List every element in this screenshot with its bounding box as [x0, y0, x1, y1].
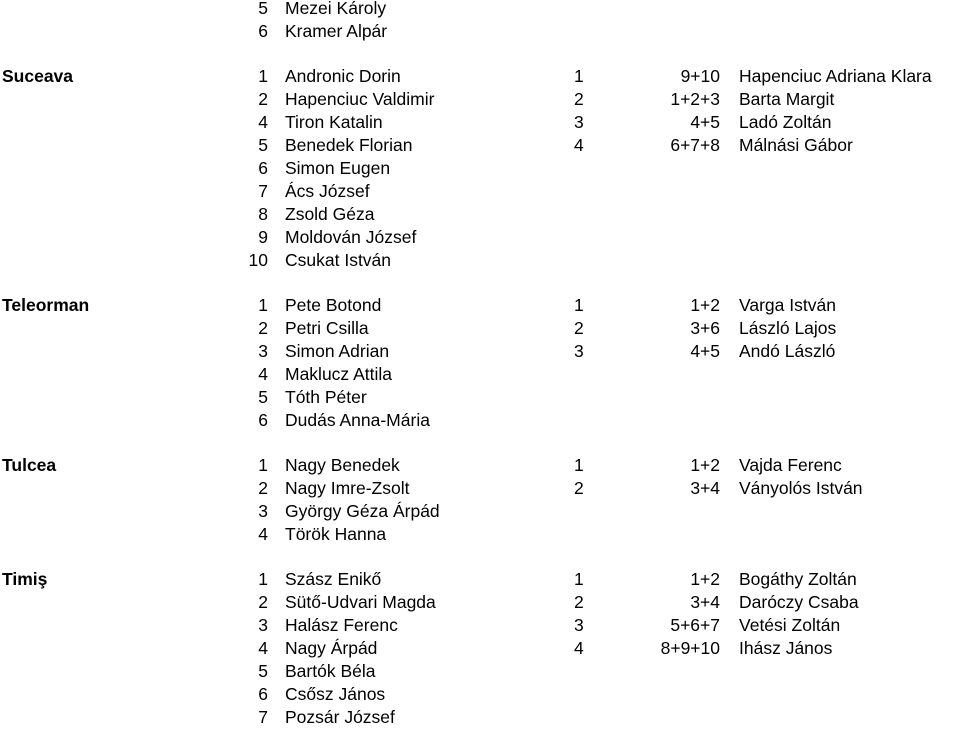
table-row — [0, 500, 960, 523]
group-combination: 3+4 — [690, 478, 720, 498]
member-name: Simon Adrian — [285, 341, 390, 361]
county-name: Timiş — [2, 569, 48, 589]
member-name: Hapenciuc Valdimir — [285, 89, 435, 109]
member-number: 5 — [258, 661, 268, 681]
table-row — [0, 523, 960, 546]
group-leader: Andó László — [739, 341, 836, 361]
group-combination: 1+2 — [690, 569, 720, 589]
group-combination: 8+9+10 — [660, 638, 720, 658]
member-name: Pozsár József — [285, 707, 395, 727]
table-row — [0, 660, 960, 683]
group-leader: László Lajos — [739, 318, 837, 338]
group-number: 4 — [574, 135, 584, 155]
table-row — [0, 454, 960, 477]
member-name: Kramer Alpár — [285, 21, 388, 41]
table-row — [0, 294, 960, 317]
group-combination: 3+4 — [690, 592, 720, 612]
member-name: Csukat István — [285, 250, 392, 270]
table-row — [0, 614, 960, 637]
group-number: 2 — [574, 318, 584, 338]
table-row — [0, 340, 960, 363]
county-name: Suceava — [2, 66, 74, 86]
member-number: 2 — [258, 89, 268, 109]
table-row — [0, 180, 960, 203]
member-name: Tóth Péter — [285, 387, 367, 407]
member-number: 3 — [258, 615, 268, 635]
member-number: 9 — [258, 227, 268, 247]
member-number: 4 — [258, 112, 268, 132]
table-row — [0, 203, 960, 226]
member-number: 4 — [258, 524, 268, 544]
group-combination: 5+6+7 — [670, 615, 720, 635]
table-row — [0, 637, 960, 660]
member-number: 7 — [258, 181, 268, 201]
group-number: 1 — [574, 66, 584, 86]
member-number: 4 — [258, 364, 268, 384]
group-leader: Barta Margit — [739, 89, 835, 109]
member-number: 6 — [258, 21, 268, 41]
member-name: Pete Botond — [285, 295, 382, 315]
member-name: Bartók Béla — [285, 661, 376, 681]
group-leader: Ványolós István — [739, 478, 863, 498]
group-number: 3 — [574, 112, 584, 132]
member-number: 2 — [258, 318, 268, 338]
table-row — [0, 65, 960, 88]
member-name: Tiron Katalin — [285, 112, 383, 132]
member-number: 5 — [258, 0, 268, 18]
table-row — [0, 568, 960, 591]
member-name: Andronic Dorin — [285, 66, 401, 86]
table-row — [0, 363, 960, 386]
group-number: 1 — [574, 295, 584, 315]
group-leader: Hapenciuc Adriana Klara — [739, 66, 932, 86]
group-number: 2 — [574, 89, 584, 109]
member-number: 1 — [258, 455, 268, 475]
county-name: Tulcea — [2, 455, 57, 475]
table-row — [0, 591, 960, 614]
member-name: Szász Enikő — [285, 569, 382, 589]
member-name: Dudás Anna-Mária — [285, 410, 430, 430]
group-leader: Vetési Zoltán — [739, 615, 841, 635]
group-number: 4 — [574, 638, 584, 658]
member-name: Petri Csilla — [285, 318, 369, 338]
group-leader: Daróczy Csaba — [739, 592, 859, 612]
table-row — [0, 386, 960, 409]
group-number: 2 — [574, 592, 584, 612]
group-number: 1 — [574, 569, 584, 589]
member-name: Nagy Árpád — [285, 638, 378, 658]
member-name: Sütő-Udvari Magda — [285, 592, 436, 612]
table-row — [0, 157, 960, 180]
member-name: Maklucz Attila — [285, 364, 392, 384]
member-number: 1 — [258, 295, 268, 315]
member-name: Moldován József — [285, 227, 417, 247]
group-combination: 1+2 — [690, 455, 720, 475]
member-number: 2 — [258, 592, 268, 612]
table-row — [0, 706, 960, 729]
member-name: Benedek Florian — [285, 135, 413, 155]
county-name: Teleorman — [2, 295, 90, 315]
group-number: 2 — [574, 478, 584, 498]
member-number: 1 — [258, 569, 268, 589]
group-combination: 4+5 — [690, 341, 720, 361]
member-name: Nagy Benedek — [285, 455, 400, 475]
member-number: 1 — [258, 66, 268, 86]
group-leader: Ladó Zoltán — [739, 112, 832, 132]
table-row — [0, 477, 960, 500]
member-name: Simon Eugen — [285, 158, 391, 178]
group-combination: 1+2+3 — [670, 89, 720, 109]
member-name: György Géza Árpád — [285, 501, 440, 521]
member-number: 7 — [258, 707, 268, 727]
group-number: 3 — [574, 341, 584, 361]
member-name: Ács József — [285, 181, 370, 201]
member-number: 5 — [258, 135, 268, 155]
member-name: Zsold Géza — [285, 204, 375, 224]
table-row — [0, 0, 960, 20]
member-number: 6 — [258, 410, 268, 430]
table-row — [0, 111, 960, 134]
group-leader: Málnási Gábor — [739, 135, 853, 155]
member-number: 3 — [258, 341, 268, 361]
group-combination: 1+2 — [690, 295, 720, 315]
member-name: Mezei Károly — [285, 0, 387, 18]
group-combination: 9+10 — [680, 66, 720, 86]
table-row — [0, 249, 960, 272]
table-row — [0, 88, 960, 111]
group-combination: 6+7+8 — [670, 135, 720, 155]
member-number: 4 — [258, 638, 268, 658]
table-row — [0, 226, 960, 249]
group-number: 1 — [574, 455, 584, 475]
table-row — [0, 20, 960, 43]
member-number: 3 — [258, 501, 268, 521]
member-number: 10 — [248, 250, 268, 270]
member-name: Nagy Imre-Zsolt — [285, 478, 410, 498]
table-row — [0, 409, 960, 432]
group-combination: 4+5 — [690, 112, 720, 132]
group-leader: Varga István — [739, 295, 836, 315]
member-number: 8 — [258, 204, 268, 224]
group-number: 3 — [574, 615, 584, 635]
member-number: 6 — [258, 158, 268, 178]
member-name: Halász Ferenc — [285, 615, 398, 635]
member-name: Csősz János — [285, 684, 386, 704]
member-number: 6 — [258, 684, 268, 704]
group-leader: Vajda Ferenc — [739, 455, 842, 475]
table-row — [0, 317, 960, 340]
group-leader: Bogáthy Zoltán — [739, 569, 857, 589]
member-number: 5 — [258, 387, 268, 407]
member-name: Török Hanna — [285, 524, 387, 544]
table-row — [0, 683, 960, 706]
table-row — [0, 134, 960, 157]
group-leader: Ihász János — [739, 638, 833, 658]
member-number: 2 — [258, 478, 268, 498]
group-combination: 3+6 — [690, 318, 720, 338]
